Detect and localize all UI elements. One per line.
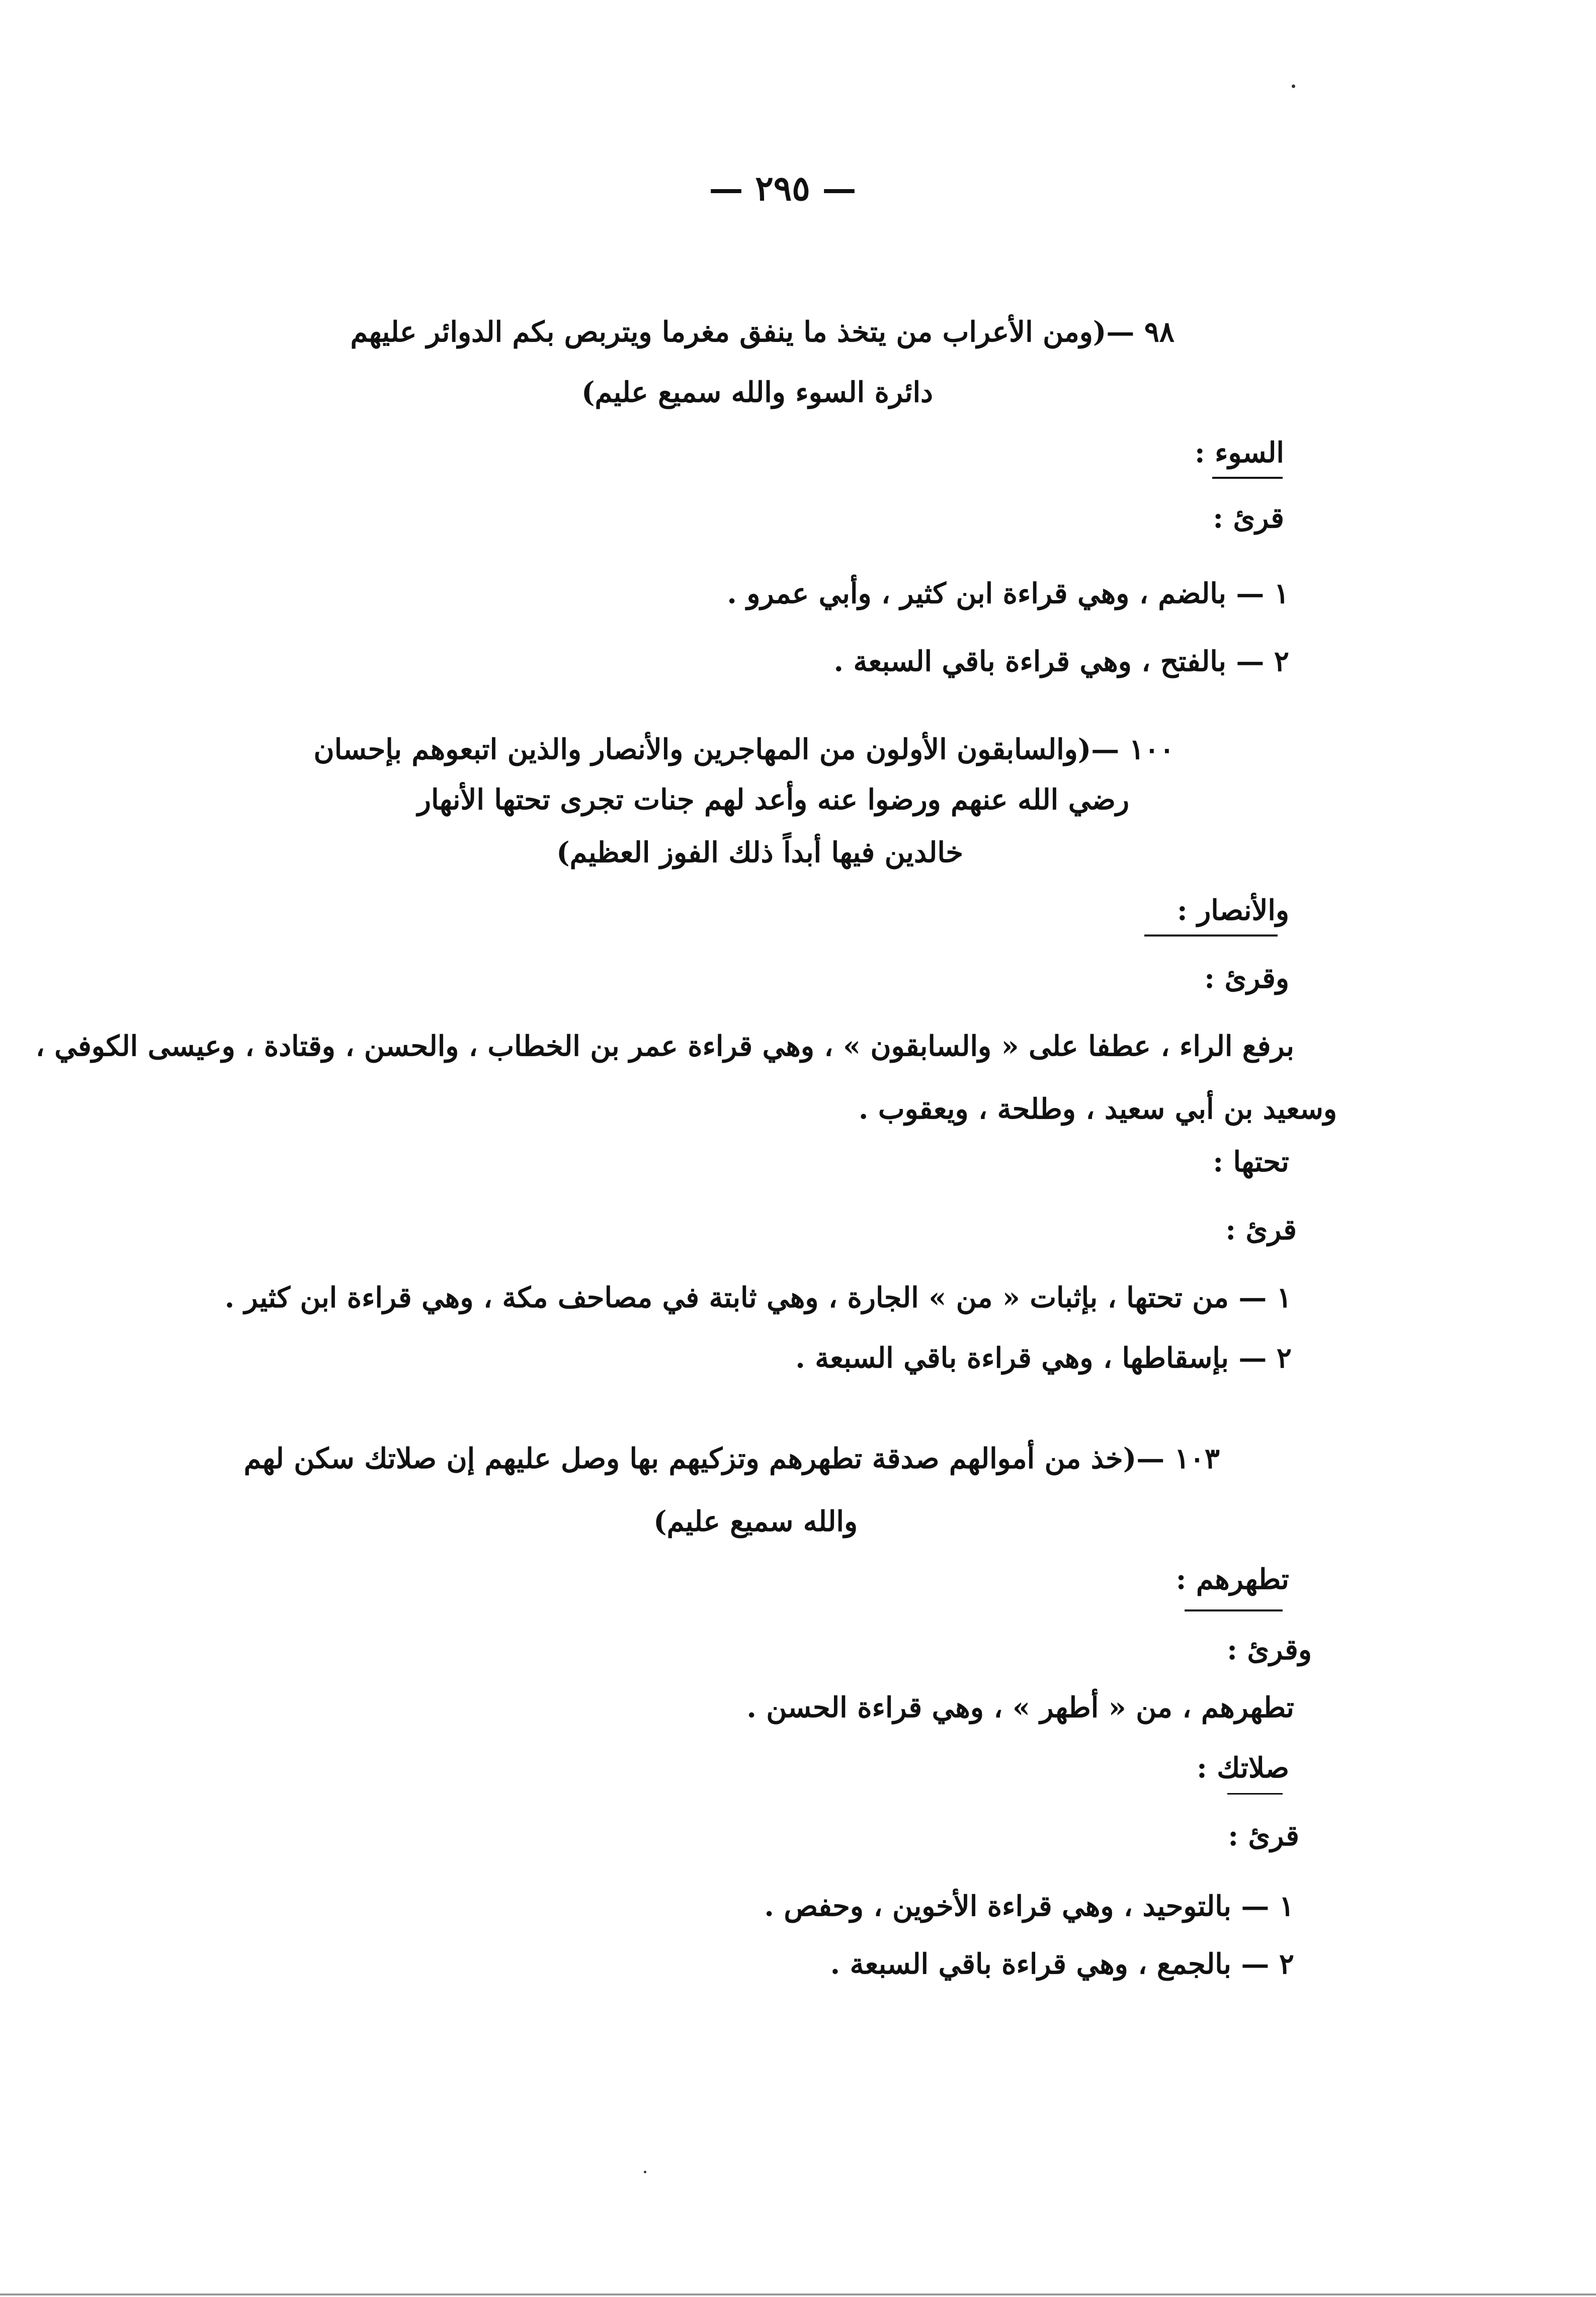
verse-98-line-2: دائرة السوء والله سميع عليم): [581, 376, 933, 409]
heading-underline: [1185, 1609, 1283, 1611]
reading-item-2: ٢ — بإسقاطها ، وهي قراءة باقي السبعة .: [795, 1341, 1292, 1375]
bottom-border: [0, 2293, 1596, 2295]
verse-100-line-1: ١٠٠ —(والسابقون الأولون من المهاجرين والأنصار والذين اتبعوهم بإحسان: [313, 733, 1174, 766]
reading-item-2: ٢ — بالجمع ، وهي قراءة باقي السبعة .: [830, 1947, 1294, 1981]
qurii-label: وقرئ :: [1204, 962, 1289, 995]
reading-item-2: ٢ — بالفتح ، وهي قراءة باقي السبعة .: [833, 645, 1289, 678]
heading-underline: [1212, 477, 1283, 479]
qurii-label: قرئ :: [1228, 1819, 1299, 1852]
verse-103-line-1: ١٠٣ —(خذ من أموالهم صدقة تطهرهم وتزكيهم بها وصل عليهم إن صلاتك سكن لهم: [243, 1442, 1220, 1475]
verse-103-line-2: والله سميع عليم): [653, 1505, 858, 1538]
reading-text-line: تطهرهم ، من « أطهر » ، وهي قراءة الحسن .: [746, 1691, 1294, 1724]
reading-item-1: ١ — من تحتها ، بإثبات « من » الجارة ، وهي ثابتة في مصاحف مكة ، وهي قراءة ابن كثير .: [224, 1281, 1292, 1314]
verse-98-line-1: ٩٨ —(ومن الأعراب من يتخذ ما ينفق مغرما ويتربص بكم الدوائر عليهم: [350, 315, 1174, 349]
reading-text-line-1: برفع الراء ، عطفا على « والسابقون » ، وهي قراءة عمر بن الخطاب ، والحسن ، وقتادة ، وعيسى الكوفي ،: [35, 1030, 1294, 1063]
qurii-label: وقرئ :: [1227, 1633, 1312, 1666]
section-heading-tutahhiruhum: تطهرهم :: [1175, 1563, 1289, 1596]
scan-speck: [644, 2171, 646, 2173]
qurii-label: قرئ :: [1213, 501, 1284, 535]
section-heading-alansar: والأنصار :: [1177, 894, 1289, 927]
section-heading-salatak: صلاتك :: [1197, 1751, 1289, 1784]
section-heading-alsou: السوء :: [1194, 436, 1284, 469]
section-heading-tahtaha: تحتها :: [1213, 1145, 1289, 1178]
reading-item-1: ١ — بالتوحيد ، وهي قراءة الأخوين ، وحفص .: [764, 1890, 1294, 1923]
heading-underline: [1227, 1793, 1283, 1795]
reading-item-1: ١ — بالضم ، وهي قراءة ابن كثير ، وأبي عمرو .: [727, 577, 1289, 610]
scan-speck: [1292, 84, 1295, 88]
verse-100-line-2: رضي الله عنهم ورضوا عنه وأعد لهم جنات تجرى تحتها الأنهار: [417, 783, 1129, 816]
verse-100-line-3: خالدين فيها أبداً ذلك الفوز العظيم): [556, 836, 963, 869]
heading-underline: [1144, 934, 1278, 937]
qurii-label: قرئ :: [1225, 1213, 1297, 1246]
page-number: — ٢٩٥ —: [709, 168, 857, 209]
reading-text-line-2: وسعيد بن أبي سعيد ، وطلحة ، ويعقوب .: [858, 1092, 1337, 1126]
